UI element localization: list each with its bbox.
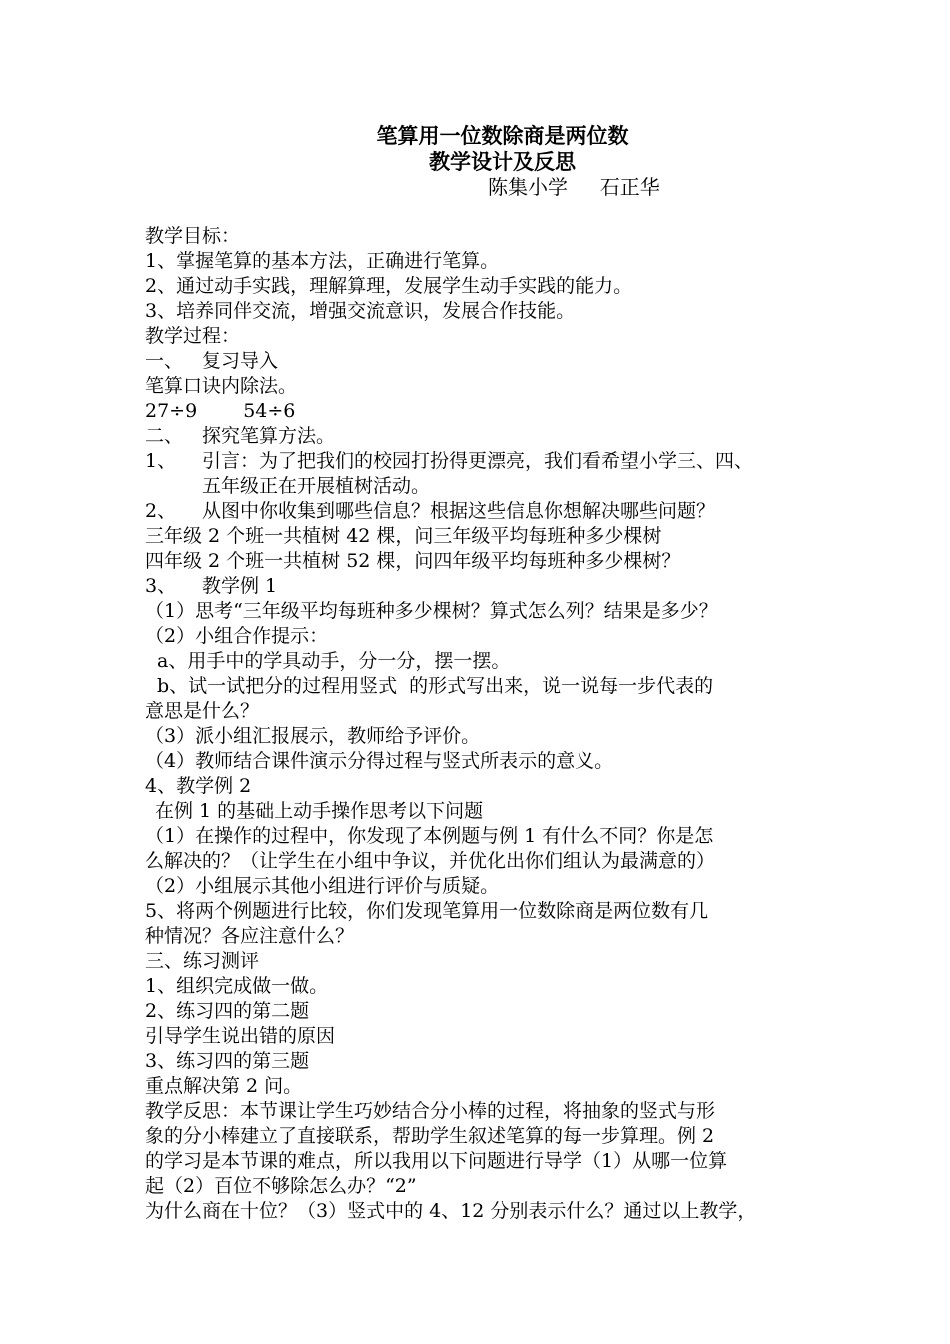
section-2-number: 二、 [145,425,184,447]
section-3-line-4: 3、练习四的第三题 [145,1050,310,1072]
step-3-line-4 [145,674,835,699]
reflection-line-2: 象的分小棒建立了直接联系，帮助学生叙述笔算的每一步算理。例 2 [145,1125,715,1147]
section-1-line: 笔算口诀内除法。 [145,375,298,397]
step-3-line-1: （1）思考“三年级平均每班种多少棵树？算式怎么列？结果是多少？ [145,600,718,622]
section-2-heading [145,424,835,449]
step-2 [145,499,835,524]
step-3-line-4b: 的形式写出来，说一说每一步代表的 [409,675,714,697]
document-body [145,224,835,1224]
step-5-line-2: 种情况？各应注意什么？ [145,925,355,947]
section-2-title: 探究笔算方法。 [202,425,336,447]
author-line [488,174,660,200]
step-3-line-2: （2）小组合作提示： [145,625,329,647]
section-1-title: 复习导入 [202,350,279,372]
section-1-heading [145,349,835,374]
section-1-expressions [145,399,835,424]
step-4-line-3: 么解决的？（让学生在小组中争议，并优化出你们组认为最满意的） [145,850,716,872]
step-3-line-5: 意思是什么？ [145,700,260,722]
author-school: 陈集小学 [488,175,568,199]
step-3-line-7: （4）教师结合课件演示分得过程与竖式所表示的意义。 [145,750,614,772]
step-4-title: 4、教学例 2 [145,775,252,797]
step-1-number: 1、 [145,450,177,472]
step-3-line-6: （3）派小组汇报展示，教师给予评价。 [145,725,481,747]
process-heading: 教学过程： [145,325,241,347]
reflection-line-5: 为什么商在十位？（3）竖式中的 4、12 分别表示什么？通过以上教学， [145,1200,757,1222]
step-3-number: 3、 [145,575,177,597]
step-2-line-1: 三年级 2 个班一共植树 42 棵，问三年级平均每班种多少棵树 [145,525,662,547]
step-3 [145,574,835,599]
goal-item-2: 2、通过动手实践，理解算理，发展学生动手实践的能力。 [145,275,633,297]
section-3-title: 三、练习测评 [145,950,260,972]
document-title-line1: 笔算用一位数除商是两位数 [376,123,629,148]
step-3-line-3: a、用手中的学具动手，分一分，摆一摆。 [157,650,511,672]
reflection-line-4: 起（2）百位不够除怎么办？“2” [145,1175,417,1197]
section-3-line-3: 引导学生说出错的原因 [145,1025,336,1047]
step-3-line-4a: b、试一试把分的过程用竖式 [157,675,398,697]
step-1-continuation: 五年级正在开展植树活动。 [202,475,431,497]
reflection-line-1: 教学反思：本节课让学生巧妙结合分小棒的过程，将抽象的竖式与形 [145,1100,716,1122]
step-4-line-1: 在例 1 的基础上动手操作思考以下问题 [155,800,484,822]
section-3-line-5: 重点解决第 2 问。 [145,1075,303,1097]
step-4-line-2: （1）在操作的过程中，你发现了本例题与例 1 有什么不同？你是怎 [145,825,714,847]
section-3-line-2: 2、练习四的第二题 [145,1000,310,1022]
section-1-number: 一、 [145,350,184,372]
goal-item-3: 3、培养同伴交流，增强交流意识，发展合作技能。 [145,300,576,322]
step-4-line-4: （2）小组展示其他小组进行评价与质疑。 [145,875,500,897]
author-name: 石正华 [599,175,660,199]
step-5-line-1: 5、将两个例题进行比较，你们发现笔算用一位数除商是两位数有几 [145,900,709,922]
step-2-line-2: 四年级 2 个班一共植树 52 棵，问四年级平均每班种多少棵树？ [145,550,681,572]
step-1 [145,449,835,474]
goal-item-1: 1、掌握笔算的基本方法，正确进行笔算。 [145,250,500,272]
document-title-line2: 教学设计及反思 [429,149,576,174]
step-3-text: 教学例 1 [202,575,278,597]
step-1-text: 引言：为了把我们的校园打扮得更漂亮，我们看希望小学三、四、 [202,450,754,472]
expression-1: 27÷9 [145,400,198,422]
step-2-text: 从图中你收集到哪些信息？根据这些信息你想解决哪些问题？ [202,500,716,522]
reflection-line-3: 的学习是本节课的难点，所以我用以下问题进行导学（1）从哪一位算 [145,1150,728,1172]
section-3-line-1: 1、组织完成做一做。 [145,975,329,997]
expression-2: 54÷6 [243,400,296,422]
goals-heading: 教学目标： [145,225,241,247]
step-2-number: 2、 [145,500,177,522]
